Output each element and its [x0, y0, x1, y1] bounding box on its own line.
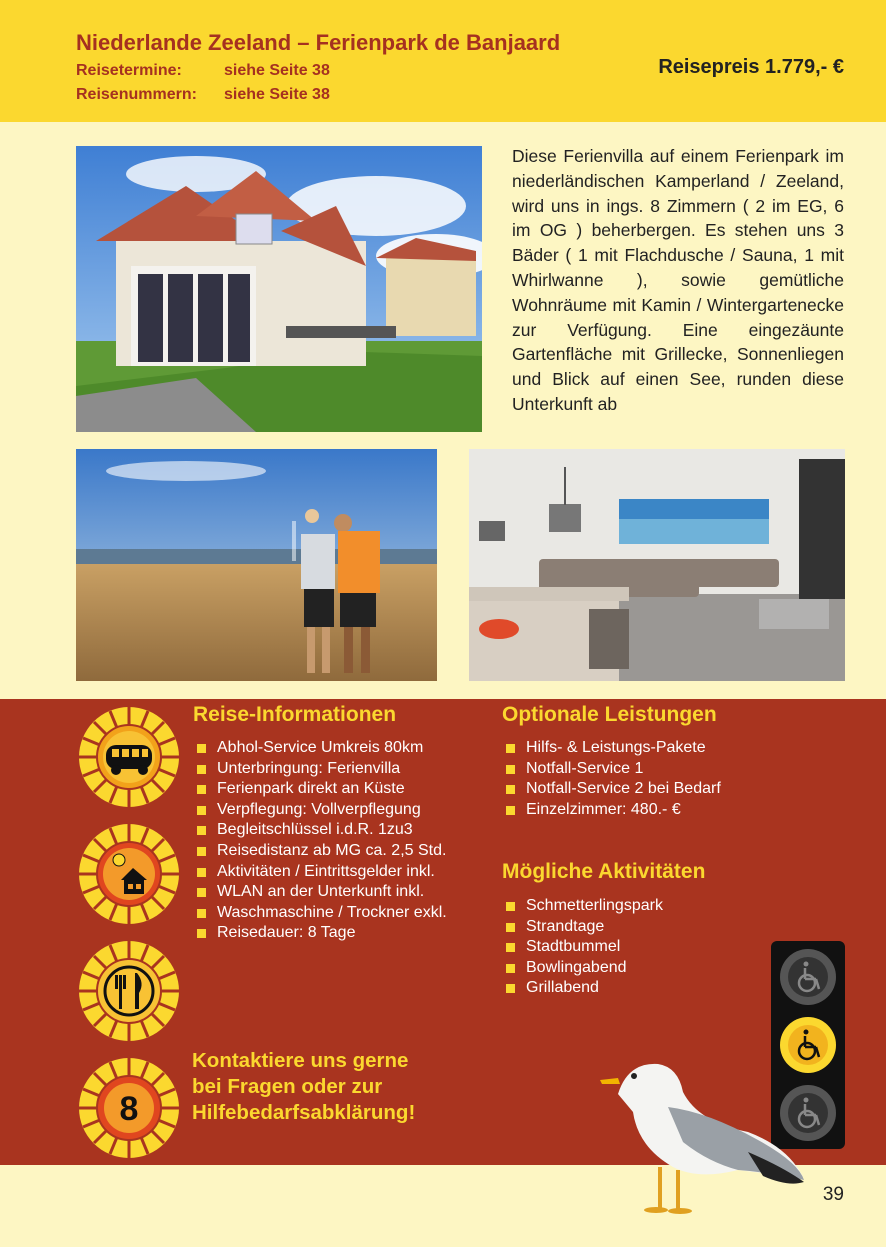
optional-title: Optionale Leistungen	[502, 703, 717, 726]
activities-list	[502, 896, 663, 999]
list-item: Bowlingabend	[502, 958, 663, 979]
list-item: Reisedauer: 8 Tage	[193, 923, 447, 944]
activities-title: Mögliche Aktivitäten	[502, 860, 706, 883]
list-item: Notfall-Service 2 bei Bedarf	[502, 779, 721, 800]
list-item: Abhol-Service Umkreis 80km	[193, 738, 447, 759]
reise-info-list	[193, 738, 447, 944]
travel-numbers-label: Reisenummern:	[76, 86, 197, 103]
duration-icon	[77, 1056, 181, 1160]
accessibility-level-1	[780, 949, 836, 1005]
contact-line: bei Fragen oder zur	[192, 1075, 383, 1098]
page-number: 39	[822, 1184, 844, 1205]
list-item: Einzelzimmer: 480.- €	[502, 800, 721, 821]
contact-line: Hilfebedarfsabklärung!	[192, 1101, 416, 1124]
intro-text: Diese Ferienvilla auf einem Ferienpark im niederländischen Kamperland / Zeeland, wird uns in ings. 8 Zimmern ( 2 im EG, 6 im OG ) beherbergen. Es stehen uns 3 Bäder ( 1 mit Flachdusche / Sauna, 1 mit Whirlwanne ), sowie gemütliche Wohnräume mit Kamin / Wintergartenecke zur Verfügung. Eine eingezäunte Gartenfläche mit Grillecke, Sonnenliegen und Blick auf einen See, runden diese Unterkunft ab	[512, 146, 844, 414]
reise-info-title: Reise-Informationen	[193, 703, 397, 726]
house-icon	[77, 822, 181, 926]
page-title: Niederlande Zeeland – Ferienpark de Banjaard	[76, 30, 561, 55]
travel-dates-value: siehe Seite 38	[224, 62, 330, 79]
cutlery-icon	[77, 939, 181, 1043]
list-item: Strandtage	[502, 917, 663, 938]
header-band	[0, 0, 886, 122]
list-item: Schmetterlingspark	[502, 896, 663, 917]
list-item: Unterbringung: Ferienvilla	[193, 759, 447, 780]
duration-badge	[77, 1056, 181, 1160]
optional-list	[502, 738, 721, 820]
list-item: Verpflegung: Vollverpflegung	[193, 800, 447, 821]
list-item: Waschmaschine / Trockner exkl.	[193, 903, 447, 924]
villa-photo	[76, 146, 482, 432]
bus-badge	[77, 705, 181, 809]
house-badge	[77, 822, 181, 926]
list-item: Grillabend	[502, 978, 663, 999]
travel-numbers-value: siehe Seite 38	[224, 86, 330, 103]
bus-icon	[77, 705, 181, 809]
list-item: Stadtbummel	[502, 937, 663, 958]
living-room-photo	[469, 449, 845, 681]
beach-photo	[76, 449, 437, 681]
seagull-illustration	[598, 1052, 808, 1222]
list-item: Aktivitäten / Eintrittsgelder inkl.	[193, 862, 447, 883]
list-item: Begleitschlüssel i.d.R. 1zu3	[193, 820, 447, 841]
travel-dates	[76, 62, 330, 80]
contact-line: Kontaktiere uns gerne	[192, 1049, 409, 1072]
contact-text	[192, 1048, 492, 1126]
cutlery-badge	[77, 939, 181, 1043]
list-item: Hilfs- & Leistungs-Pakete	[502, 738, 721, 759]
list-item: Notfall-Service 1	[502, 759, 721, 780]
list-item: WLAN an der Unterkunft inkl.	[193, 882, 447, 903]
travel-numbers	[76, 86, 330, 104]
travel-price: Reisepreis 1.779,- €	[658, 56, 844, 78]
duration-number: 8	[119, 1090, 139, 1128]
list-item: Ferienpark direkt an Küste	[193, 779, 447, 800]
list-item: Reisedistanz ab MG ca. 2,5 Std.	[193, 841, 447, 862]
travel-dates-label: Reisetermine:	[76, 62, 182, 79]
